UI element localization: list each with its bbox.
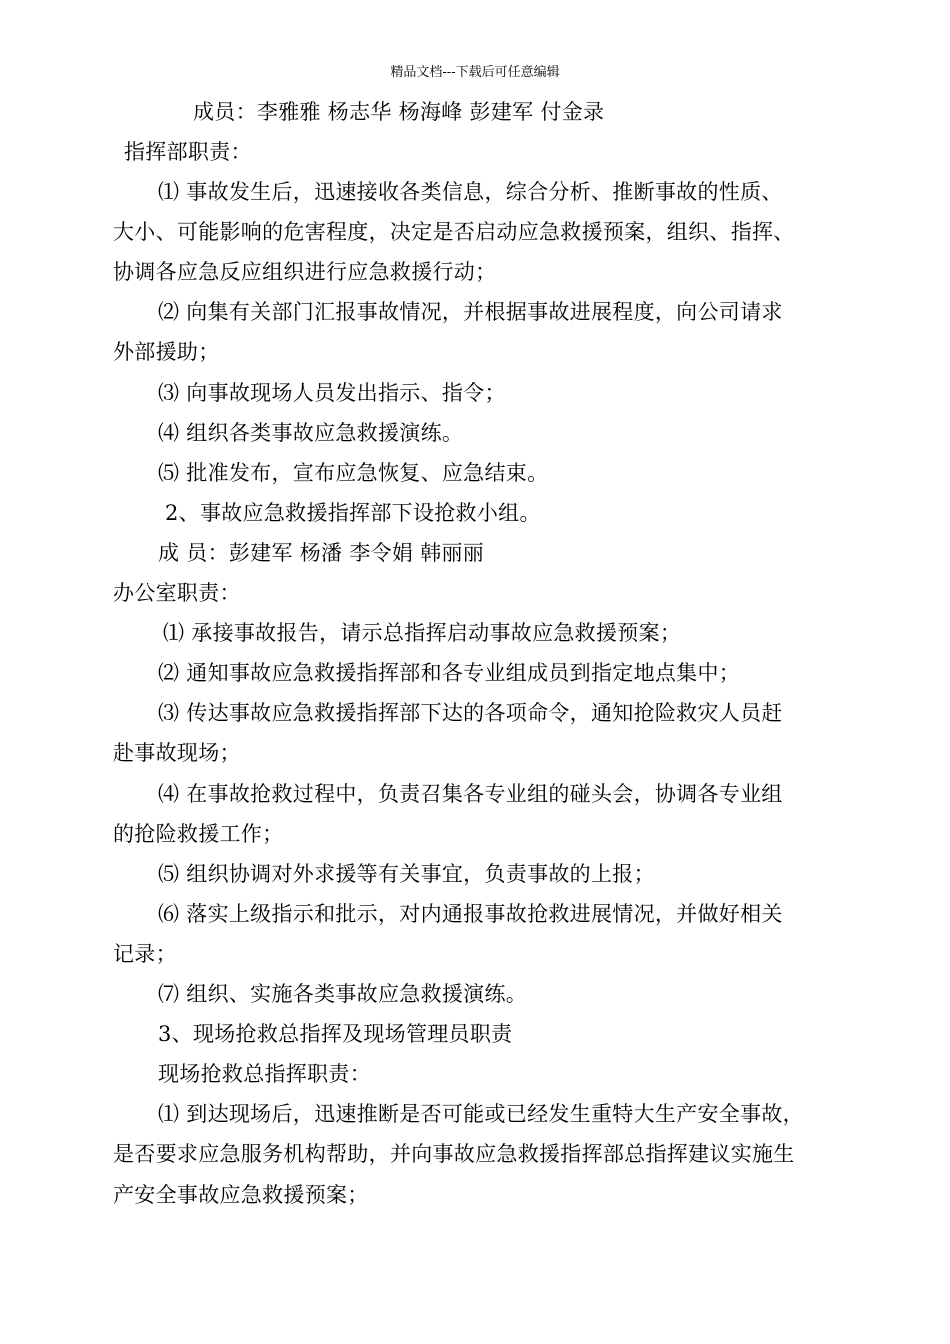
text-line: ⑵ 向集有关部门汇报事故情况，并根据事故进展程度，向公司请求 [158, 300, 783, 324]
text-line: 成 员：彭建军 杨潘 李令娟 韩丽丽 [158, 541, 485, 565]
text-line: 3、现场抢救总指挥及现场管理员职责 [158, 1022, 513, 1046]
text-line: 赴事故现场； [113, 741, 241, 765]
text-line: ⑶ 向事故现场人员发出指示、指令； [158, 381, 506, 405]
text-line: ⑴ 事故发生后，迅速接收各类信息，综合分析、推断事故的性质、 [158, 180, 783, 204]
text-line: ⑷ 在事故抢救过程中，负责召集各专业组的碰头会，协调各专业组 [158, 782, 783, 806]
text-line: 产安全事故应急救援预案； [113, 1183, 369, 1207]
text-line: 大小、可能影响的危害程度，决定是否启动应急救援预案，组织、指挥、 [113, 220, 795, 244]
text-line: ⑴ 到达现场后，迅速推断是否可能或已经发生重特大生产安全事故， [158, 1102, 804, 1126]
text-line: 2、事故应急救援指挥部下设抢救小组。 [165, 501, 541, 525]
text-line: 外部援助； [113, 340, 220, 364]
text-line: 指挥部职责： [124, 140, 252, 164]
text-line: 的抢险救援工作； [113, 822, 284, 846]
page-header: 精品文档---下载后可任意编辑 [390, 65, 560, 80]
text-line: 成员：李雅雅 杨志华 杨海峰 彭建军 付金录 [193, 100, 605, 124]
text-line: ⑸ 组织协调对外求援等有关事宜，负责事故的上报； [158, 862, 655, 886]
text-line: 是否要求应急服务机构帮助，并向事故应急救援指挥部总指挥建议实施生 [113, 1142, 795, 1166]
text-line: ⑹ 落实上级指示和批示，对内通报事故抢救进展情况，并做好相关 [158, 902, 783, 926]
text-line: ⑵ 通知事故应急救援指挥部和各专业组成员到指定地点集中； [158, 661, 741, 685]
text-line: 记录； [113, 942, 177, 966]
text-line: ⑴ 承接事故报告，请示总指挥启动事故应急救援预案； [163, 621, 682, 645]
text-line: ⑸ 批准发布，宣布应急恢复、应急结束。 [158, 461, 549, 485]
text-line: ⑷ 组织各类事故应急救援演练。 [158, 421, 464, 445]
text-line: 现场抢救总指挥职责： [158, 1062, 371, 1086]
text-line: ⑶ 传达事故应急救援指挥部下达的各项命令，通知抢险救灾人员赶 [158, 701, 783, 725]
text-line: ⑺ 组织、实施各类事故应急救援演练。 [158, 982, 528, 1006]
text-line: 办公室职责： [113, 581, 241, 605]
text-line: 协调各应急反应组织进行应急救援行动； [113, 260, 497, 284]
